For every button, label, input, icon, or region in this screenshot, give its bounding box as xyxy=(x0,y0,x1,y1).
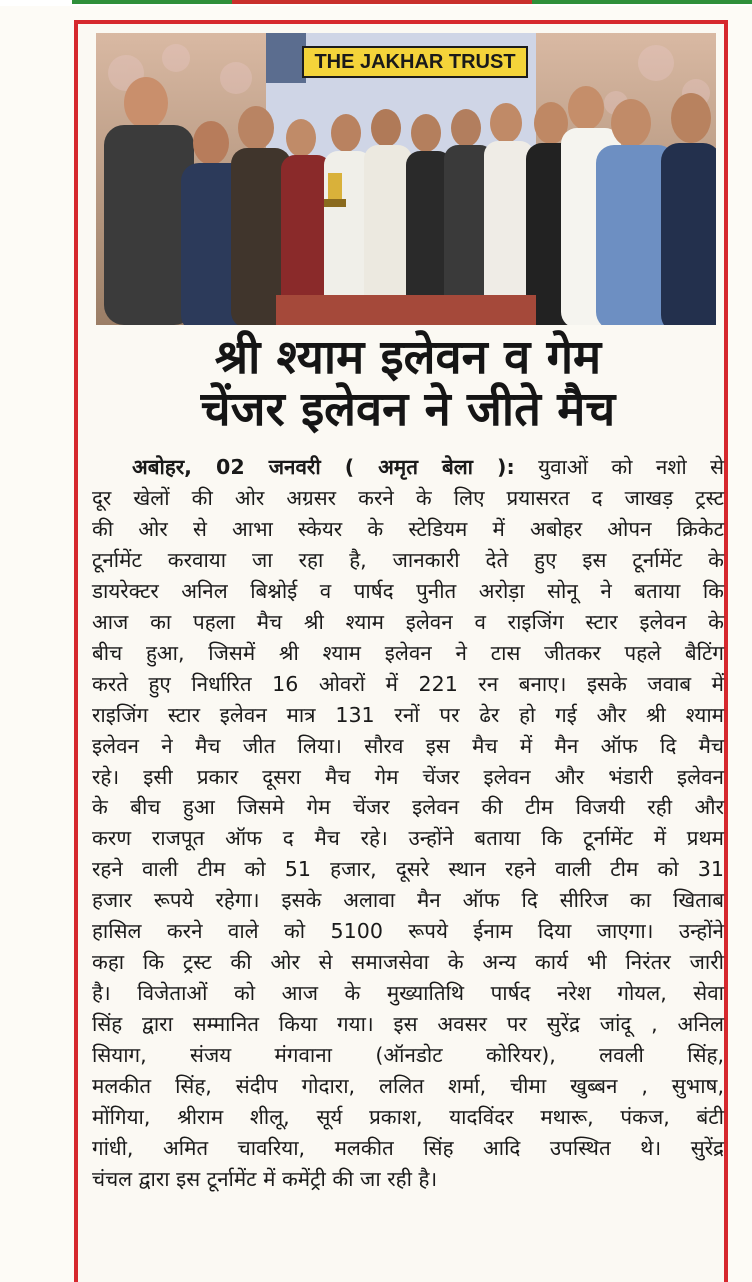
article-line: चंचल द्वारा इस टूर्नामेंट में कमेंट्री की जा रही है। xyxy=(92,1166,438,1191)
article-line: सिंह द्वारा सम्मानित किया गया। इस अवसर पर सुरेंद्र जांदू , अनिल xyxy=(92,1012,724,1037)
article-line: हजार रूपये रहेगा। इसके अलावा मैन ऑफ दि सीरिज का खिताब xyxy=(92,888,724,913)
top-color-band xyxy=(0,0,752,6)
article-line: टूर्नामेंट करवाया जा रहा है, जानकारी देते हुए इस टूर्नामेंट के xyxy=(92,547,724,572)
article-line: राइजिंग स्टार इलेवन मात्र 131 रनों पर ढेर हो गई और श्री श्याम xyxy=(92,702,724,727)
headline-line-2: चेंजर इलेवन ने जीते मैच xyxy=(200,382,616,437)
article-line: रहे। इसी प्रकार दूसरा मैच गेम चेंजर इलेवन और भंडारी इलेवन xyxy=(92,764,724,789)
top-band-red xyxy=(232,0,532,4)
article-line: कहा कि ट्रस्ट की ओर से समाजसेवा के अन्य कार्य भी निरंतर जारी xyxy=(92,950,724,975)
banner-title: THE JAKHAR TRUST xyxy=(302,46,528,78)
article-line: मलकीत सिंह, संदीप गोदारा, ललित शर्मा, चीमा खुब्बन , सुभाष, xyxy=(92,1074,724,1099)
article-line: डायरेक्टर अनिल बिश्नोई व पार्षद पुनीत अरोड़ा सोनू ने बताया कि xyxy=(92,578,724,603)
article-line: की ओर से आभा स्केयर के स्टेडियम में अबोहर ओपन क्रिकेट xyxy=(92,516,724,541)
headline-line-1: श्री श्याम इलेवन व गेम xyxy=(214,330,602,385)
article-line: मोंगिया, श्रीराम शीलू, सूर्य प्रकाश, यादविंदर मथारू, पंकज, बंटी xyxy=(92,1105,724,1130)
article-line: रहने वाली टीम को 51 हजार, दूसरे स्थान रहने वाली टीम को 31 xyxy=(92,857,724,882)
article-line: करते हुए निर्धारित 16 ओवरों में 221 रन बनाए। इसके जवाब में xyxy=(92,671,724,696)
news-photo xyxy=(96,33,716,325)
article-line: के बीच हुआ जिसमे गेम चेंजर इलेवन की टीम विजयी रही और xyxy=(92,795,724,820)
article-line: करण राजपूत ऑफ द मैच रहे। उन्होंने बताया कि टूर्नामेंट में प्रथम xyxy=(92,826,724,851)
article-line: बीच हुआ, जिसमें श्री श्याम इलेवन ने टास जीतकर पहले बैटिंग xyxy=(92,640,724,665)
article-body xyxy=(92,452,724,1195)
article-line: आज का पहला मैच श्री श्याम इलेवन व राइजिंग स्टार इलेवन के xyxy=(92,609,724,634)
article-line: इलेवन ने मैच जीत लिया। सौरव इस मैच में मैन ऑफ दि मैच xyxy=(92,733,724,758)
article-line: अबोहर, 02 जनवरी ( अमृत बेला ): युवाओं को नशो से xyxy=(132,455,724,479)
top-band-green-right xyxy=(532,0,752,4)
article-line: सियाग, संजय मंगवाना (ऑनडोट कोरियर), लवली सिंह, xyxy=(92,1043,724,1068)
headline xyxy=(88,332,728,436)
article-line: गांधी, अमित चावरिया, मलकीत सिंह आदि उपस्थित थे। सुरेंद्र xyxy=(92,1135,724,1160)
article-line: हासिल करने वाले को 5100 रूपये ईनाम दिया जाएगा। उन्होंने xyxy=(92,919,724,944)
top-band-green-left xyxy=(72,0,232,4)
article-line: है। विजेताओं को आज के मुख्यातिथि पार्षद नरेश गोयल, सेवा xyxy=(92,981,724,1006)
article-line: दूर खेलों की ओर अग्रसर करने के लिए प्रयासरत द जाखड़ ट्रस्ट xyxy=(92,485,724,510)
dateline: अबोहर, 02 जनवरी ( अमृत बेला ): xyxy=(132,455,515,479)
